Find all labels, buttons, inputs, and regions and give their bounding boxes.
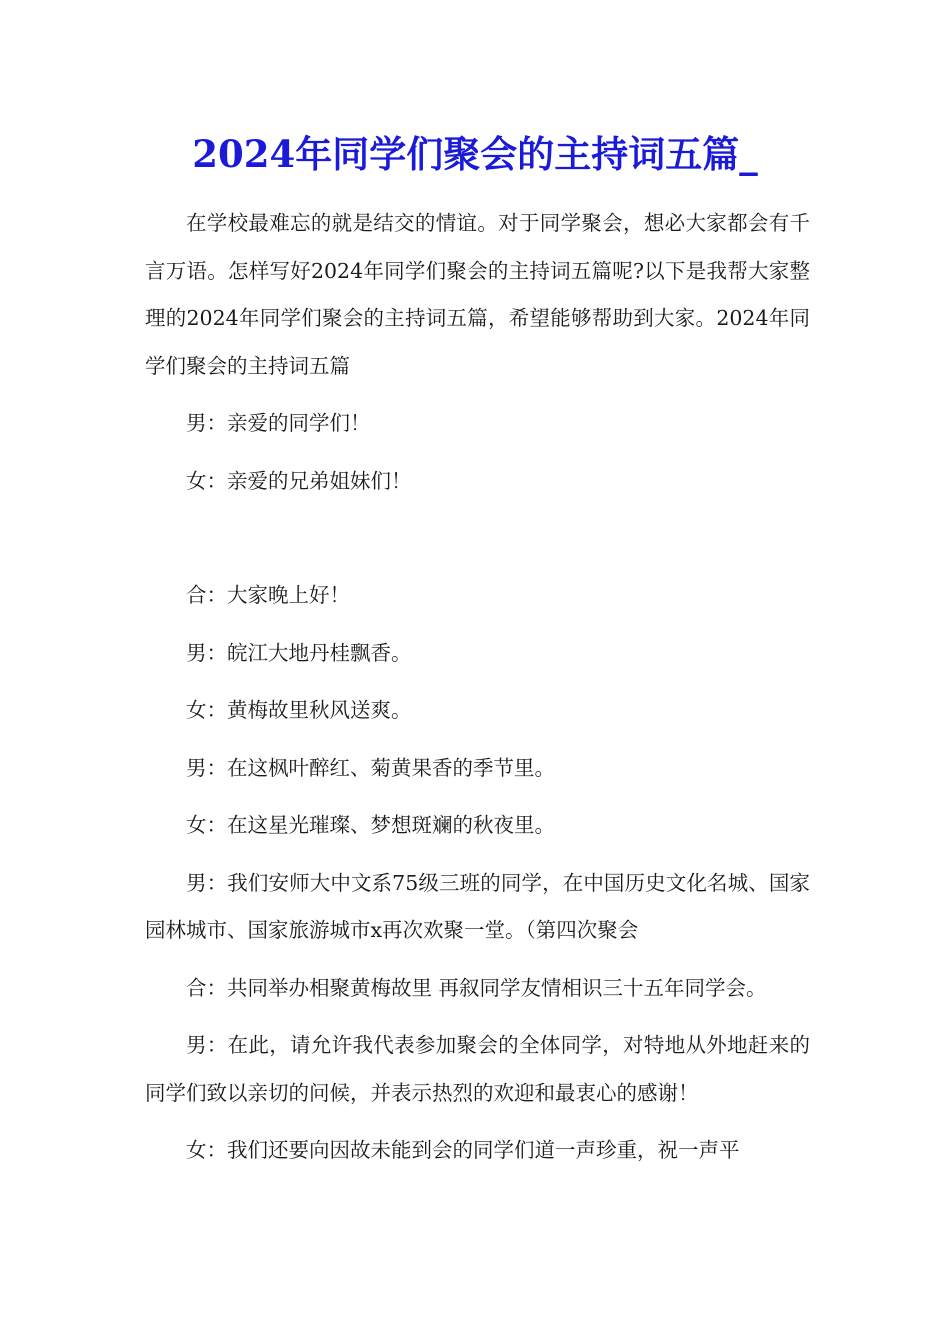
dialogue-line: 女：我们还要向因故未能到会的同学们道一声珍重，祝一声平 — [186, 1138, 740, 1162]
document-body — [145, 200, 810, 1185]
dialogue-line: 男：在此，请允许我代表参加聚会的全体同学，对特地从外地赶来的同学们致以亲切的问候，并表示热烈的欢迎和最衷心的感谢！ — [145, 1033, 810, 1105]
dialogue-line: 男：亲爱的同学们！ — [186, 411, 371, 435]
dialogue-line: 男：皖江大地丹桂飘香。 — [186, 640, 412, 665]
document-title: 2024年同学们聚会的主持词五篇_ — [192, 132, 758, 176]
dialogue-line: 男：我们安师大中文系75级三班的同学，在中国历史文化名城、国家园林城市、国家旅游城市x再次欢聚一堂。（第四次聚会 — [145, 870, 810, 942]
dialogue-line: 女：黄梅故里秋风送爽。 — [186, 698, 412, 722]
dialogue-line: 女：在这星光璀璨、梦想斑斓的秋夜里。 — [186, 813, 555, 837]
dialogue-line: 男：在这枫叶醉红、菊黄果香的季节里。 — [186, 755, 555, 780]
dialogue-line: 合：共同举办相聚黄梅故里 再叙同学友情相识三十五年同学会。 — [186, 975, 767, 1000]
dialogue-line: 女：亲爱的兄弟姐妹们！ — [186, 468, 412, 493]
dialogue-line: 合：大家晚上好！ — [186, 583, 350, 607]
paragraph-spacer — [145, 515, 810, 572]
intro-paragraph: 在学校最难忘的就是结交的情谊。对于同学聚会，想必大家都会有千言万语。怎样写好2024年同学们聚会的主持词五篇呢?以下是我帮大家整理的2024年同学们聚会的主持词五篇，希望能够帮助到大家。2024年同学们聚会的主持词五篇 — [145, 211, 810, 378]
